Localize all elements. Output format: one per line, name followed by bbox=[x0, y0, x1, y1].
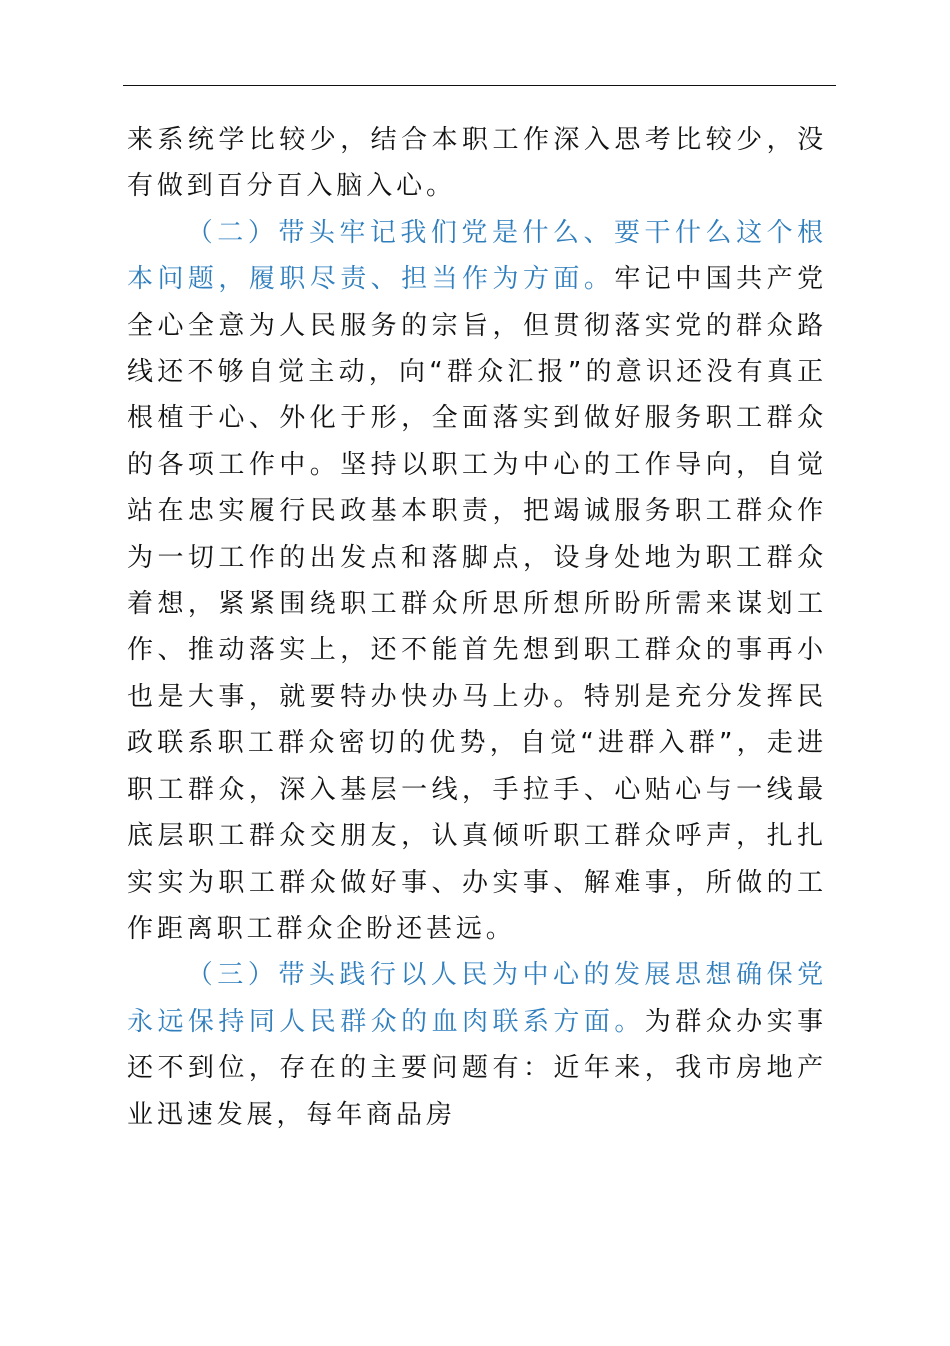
paragraph-1-text: 来系统学比较少，结合本职工作深入思考比较少，没有做到百分百入脑入心。 bbox=[127, 125, 827, 202]
section-heading-3: （三）带头践行以人民为中心的发展思想确保党永远保持同人民群众的血肉联系方面。 bbox=[127, 960, 827, 1037]
section-heading-2: （二）带头牢记我们党是什么、要干什么这个根本问题，履职尽责、担当作为方面。 bbox=[127, 217, 827, 295]
paragraph-1 bbox=[127, 117, 827, 210]
document-body bbox=[127, 117, 827, 1138]
paragraph-3 bbox=[127, 952, 827, 1138]
paragraph-2 bbox=[127, 210, 827, 953]
paragraph-3-text: 为群众办实事还不到位，存在的主要问题有：近年来，我市房地产业迅速发展，每年商品房 bbox=[127, 1006, 827, 1130]
paragraph-2-text: 牢记中国共产党全心全意为人民服务的宗旨，但贯彻落实党的群众路线还不够自觉主动，向“群众汇报”的意识还没有真正根植于心、外化于形，全面落实到做好服务职工群众的各项工作中。坚持以职工为中心的工作导向，自觉站在忠实履行民政基本职责，把竭诚服务职工群众作为一切工作的出发点和落脚点，设身处地为职工群众着想，紧紧围绕职工群众所思所想所盼所需来谋划工作、推动落实上，还不能首先想到职工群众的事再小也是大事，就要特办快办马上办。特别是充分发挥民政联系职工群众密切的优势，自觉“进群入群”，走进职工群众，深入基层一线，手拉手、心贴心与一线最底层职工群众交朋友，认真倾听职工群众呼声，扎扎实实为职工群众做好事、办实事、解难事，所做的工作距离职工群众企盼还甚远。 bbox=[127, 264, 827, 944]
header-rule bbox=[123, 85, 836, 86]
